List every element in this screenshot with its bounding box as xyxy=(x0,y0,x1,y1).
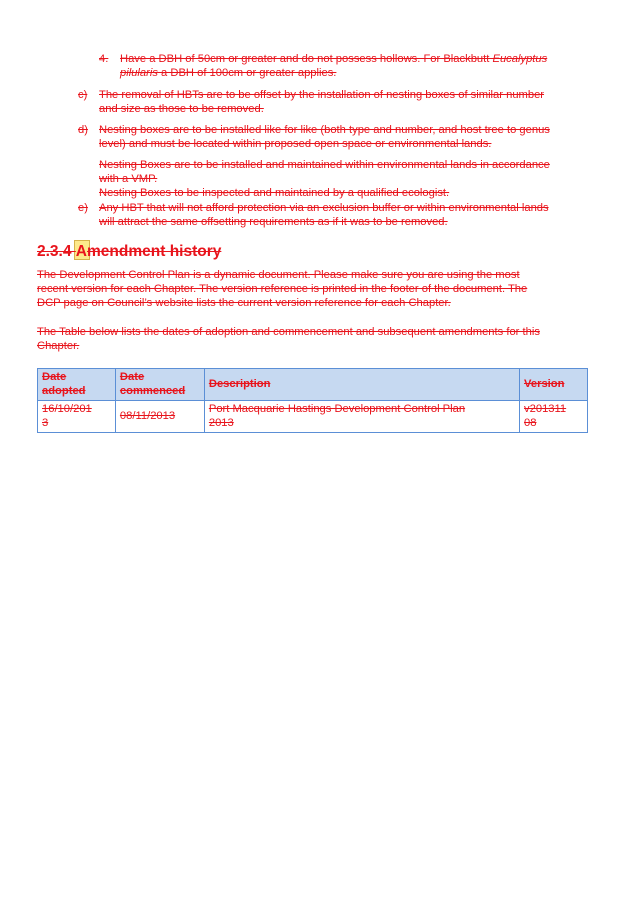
header-text: Date xyxy=(119,371,145,383)
cell-text: 08/11/2013 xyxy=(119,410,176,422)
list-item-d-para2: Nesting Boxes to be inspected and maintained by a qualified ecologist. xyxy=(99,187,450,199)
heading-char: m xyxy=(87,243,101,260)
cell-text: 3 xyxy=(42,417,49,429)
italic-run: Eucalyptus xyxy=(492,53,548,65)
text-run: Have a DBH of 50cm or greater and do not possess hollows. For Blackbutt xyxy=(120,53,493,65)
cell-description xyxy=(204,401,519,433)
heading-text: endment history xyxy=(100,243,222,260)
header-date-adopted xyxy=(38,369,116,401)
table-intro-line1: The Table below lists the dates of adoption and commencement and subsequent amendments for this xyxy=(37,326,540,338)
text-run: a DBH of 100cm or greater applies. xyxy=(157,67,337,79)
heading-char: A xyxy=(75,243,87,260)
table-intro-line2: Chapter. xyxy=(37,340,80,352)
intro-line2: recent version for each Chapter. The version reference is printed in the footer of the document. The xyxy=(37,283,528,295)
list-item-d-para1-line2: with a VMP. xyxy=(99,173,158,185)
header-text: Version xyxy=(524,378,565,390)
header-date-commenced xyxy=(115,369,204,401)
cell-text: v201311 xyxy=(524,403,567,415)
italic-run: pilularis xyxy=(120,67,158,79)
list-letter-d: d) xyxy=(78,124,88,136)
amendment-history-table xyxy=(37,368,588,433)
header-text: commenced xyxy=(119,385,186,397)
list-item-e-line2: will attract the same offsetting requirements as if it was to be removed. xyxy=(99,216,448,228)
cell-date-adopted xyxy=(38,401,116,433)
list-letter-e: e) xyxy=(78,202,88,214)
list-item-d-line1: Nesting boxes are to be installed like for like (both type and number, and host tree to genus xyxy=(99,124,550,136)
header-version xyxy=(520,369,588,401)
header-text: Description xyxy=(208,378,271,390)
table-header-row xyxy=(38,369,588,401)
list-item-4-line1 xyxy=(120,52,547,66)
intro-line3: DCP page on Council’s website lists the current version reference for each Chapter. xyxy=(37,297,451,309)
list-item-4-line2 xyxy=(120,66,336,80)
list-item-d-line2: level) and must be located within proposed open space or environmental lands. xyxy=(99,138,492,150)
list-number-4: 4. xyxy=(99,53,109,65)
cell-date-commenced xyxy=(115,401,204,433)
table-row xyxy=(38,401,588,433)
header-text: adopted xyxy=(42,385,86,397)
section-heading xyxy=(37,243,221,261)
cell-text: 2013 xyxy=(208,417,234,429)
header-description xyxy=(204,369,519,401)
list-letter-c: c) xyxy=(78,89,88,101)
cell-text: Port Macquarie Hastings Development Control Plan xyxy=(208,403,466,415)
cell-version xyxy=(520,401,588,433)
cell-text: 08 xyxy=(524,417,537,429)
header-text: Date xyxy=(42,371,67,383)
heading-number: 2.3.4 xyxy=(37,243,72,260)
intro-line1: The Development Control Plan is a dynamic document. Please make sure you are using the most xyxy=(37,269,520,281)
text-cursor-highlight[interactable] xyxy=(76,243,87,261)
cell-text: 16/10/201 xyxy=(42,403,92,415)
list-item-c-line1: The removal of HBTs are to be offset by the installation of nesting boxes of similar number xyxy=(99,89,545,101)
list-item-d-para1-line1: Nesting Boxes are to be installed and maintained within environmental lands in accordance xyxy=(99,159,550,171)
list-item-e-line1: Any HBT that will not afford protection via an exclusion buffer or within environmental lands xyxy=(99,202,549,214)
list-item-c-line2: and size as those to be removed. xyxy=(99,103,264,115)
